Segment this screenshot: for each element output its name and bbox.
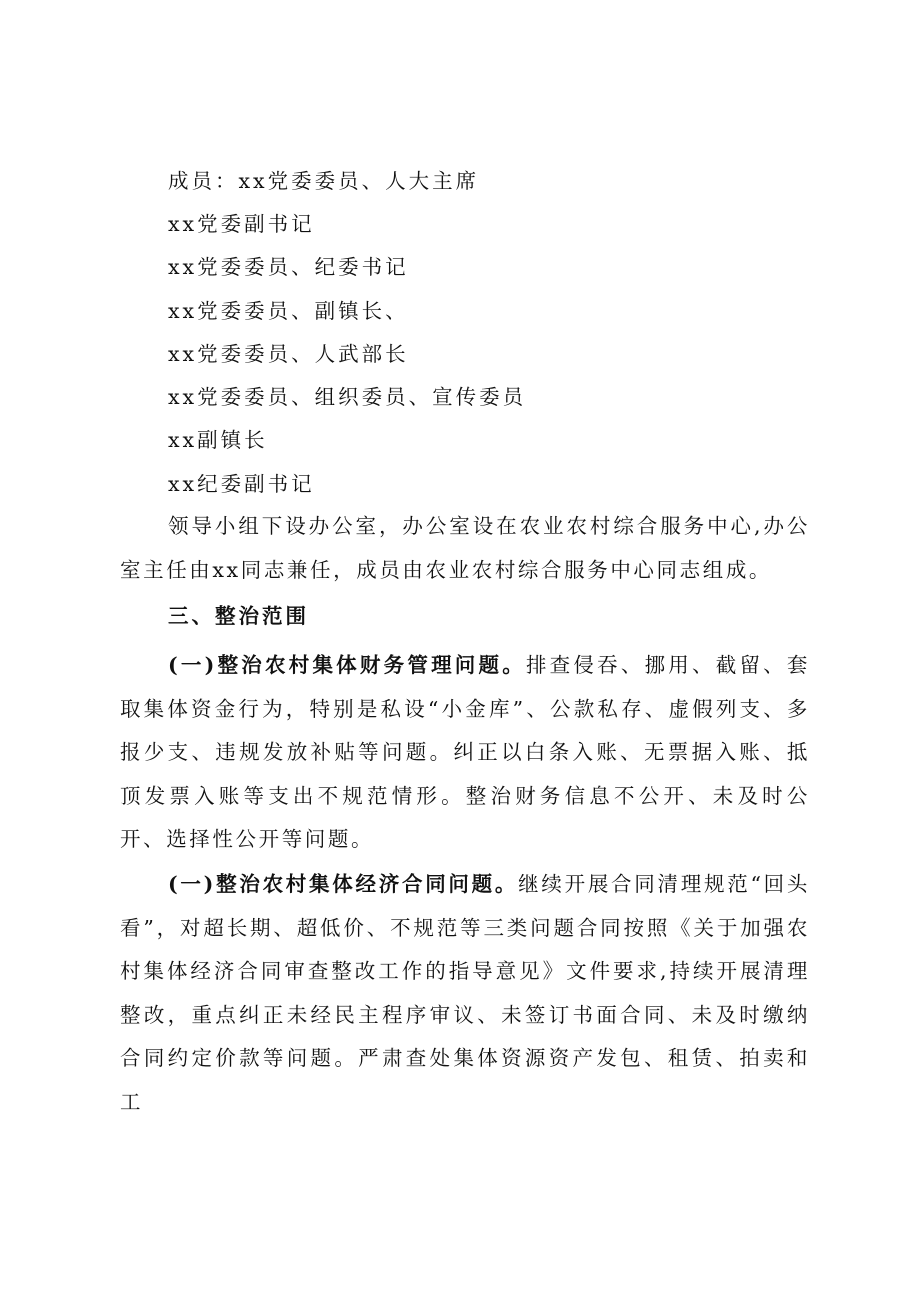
section-body: 排查侵吞、挪用、截留、套取集体资金行为，特别是私设“小金库”、公款私存、虚假列支、多报少支、违规发放补贴等问题。纠正以白条入账、无票据入账、抵顶发票入账等支出不规范情形。整治财务信息不公开、未及时公开、选择性公开等问题。 xyxy=(120,653,810,851)
section-paragraph-contract xyxy=(120,863,810,1124)
member-line: xx党委副书记 xyxy=(168,212,315,236)
member-line: xx副镇长 xyxy=(168,428,268,452)
section-title: (一)整治农村集体财务管理问题。 xyxy=(168,653,526,677)
member-line: xx党委委员、纪委书记 xyxy=(168,255,409,279)
section-title: (一)整治农村集体经济合同问题。 xyxy=(168,872,519,896)
section-paragraph-finance xyxy=(120,644,810,862)
section-heading: 三、整治范围 xyxy=(168,604,309,628)
member-line: xx党委委员、副镇长、 xyxy=(168,299,409,323)
office-paragraph: 领导小组下设办公室，办公室设在农业农村综合服务中心,办公室主任由xx同志兼任，成员由农业农村综合服务中心同志组成。 xyxy=(120,514,810,582)
member-line: 成员：xx党委委员、人大主席 xyxy=(168,169,480,193)
section-body: 继续开展合同清理规范“回头看”，对超长期、超低价、不规范等三类问题合同按照《关于加强农村集体经济合同审查整改工作的指导意见》文件要求,持续开展清理整改，重点纠正未经民主程序审议、未签订书面合同、未及时缴纳合同约定价款等问题。严肃查处集体资源资产发包、租赁、拍卖和工 xyxy=(120,872,810,1114)
member-line: xx党委委员、组织委员、宣传委员 xyxy=(168,385,527,409)
member-line: xx纪委副书记 xyxy=(168,472,315,496)
member-line: xx党委委员、人武部长 xyxy=(168,342,409,366)
